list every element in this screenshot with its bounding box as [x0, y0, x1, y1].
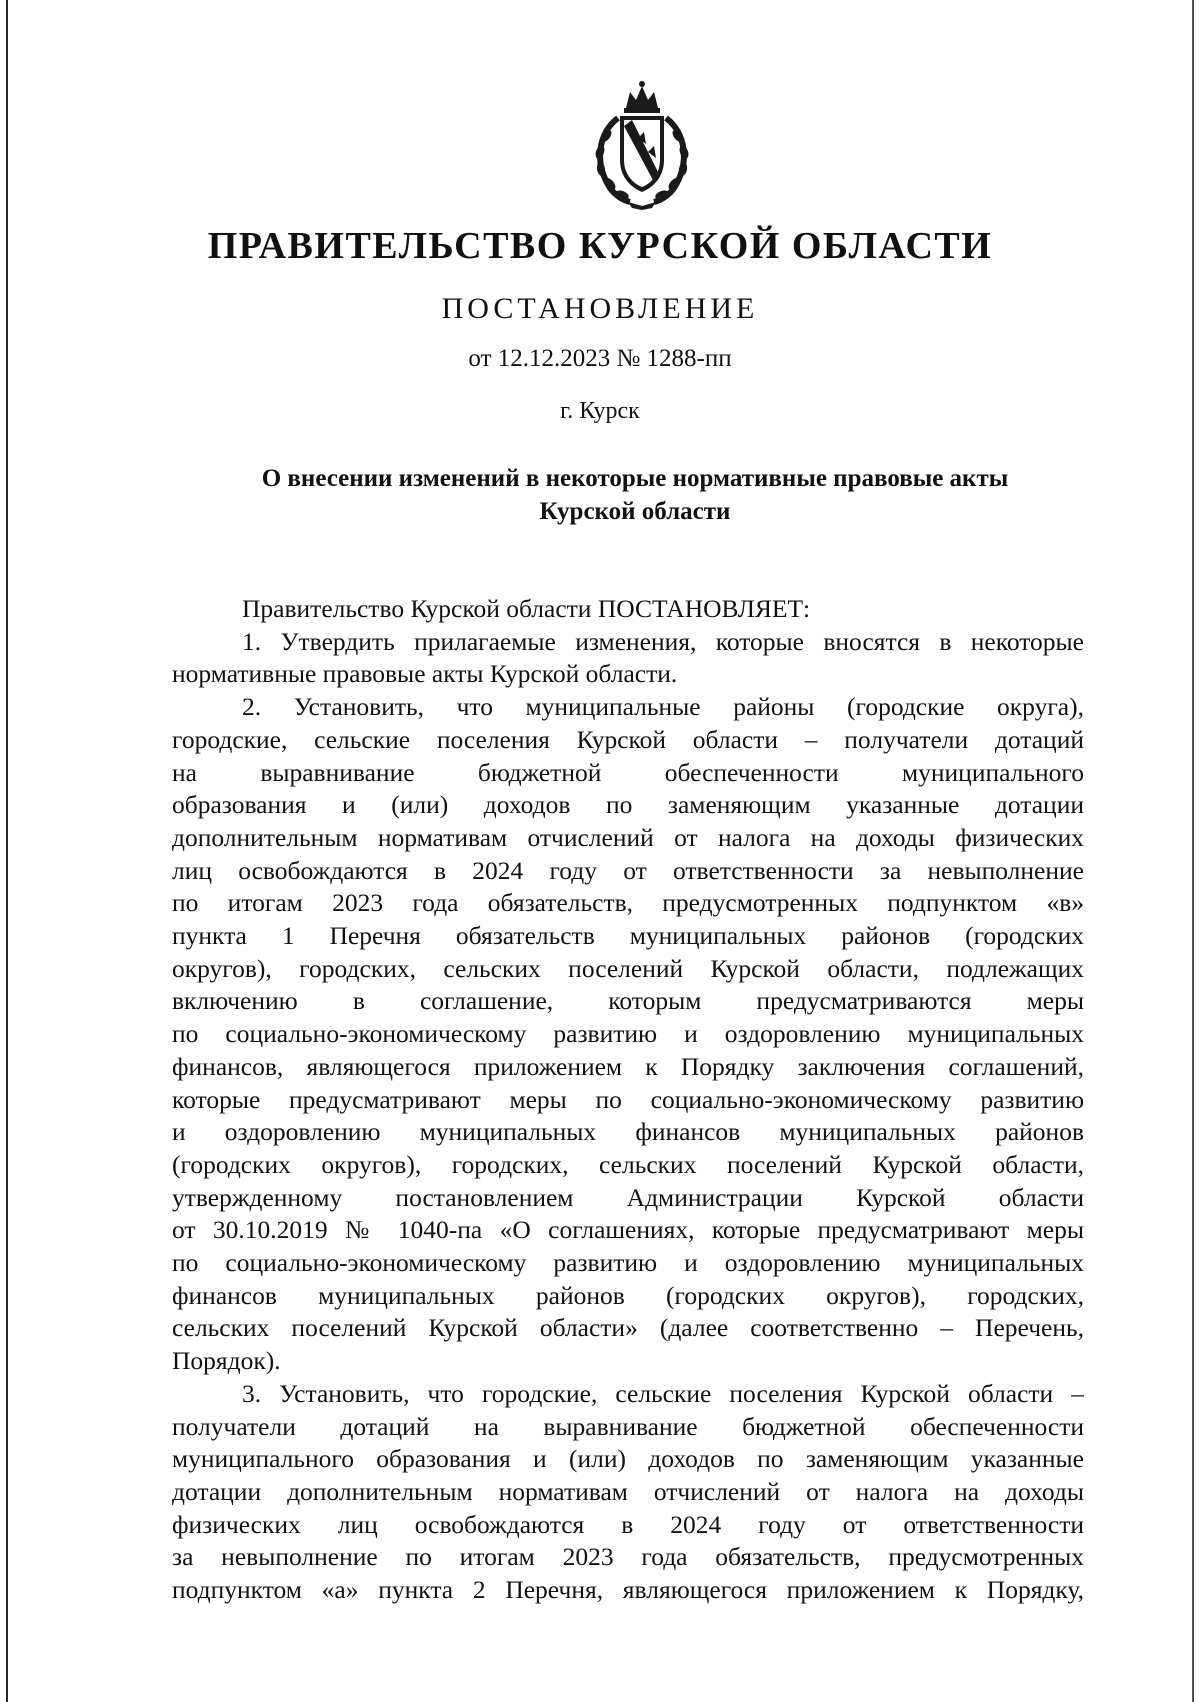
body-line: округов), городских, сельских поселений Курской области, подлежащих [172, 953, 1084, 983]
body-line: пункта 1 Перечня обязательств муниципальных районов (городских [172, 921, 1084, 951]
body-line: сельских поселений Курской области» (далее соответственно – Перечень, [172, 1313, 1084, 1343]
document-city: г. Курск [560, 398, 640, 424]
body-line: нормативные правовые акты Курской области. [172, 659, 678, 689]
body-line: по итогам 2023 года обязательств, предусмотренных подпунктом «в» [172, 888, 1084, 918]
body-line: финансов муниципальных районов (городских округов), городских, [172, 1280, 1084, 1310]
body-line: утвержденному постановлением Администрации Курской области [172, 1182, 1084, 1212]
body-line: по социально-экономическому развитию и оздоровлению муниципальных [172, 1019, 1084, 1049]
body-line: которые предусматривают меры по социально-экономическому развитию [172, 1084, 1084, 1114]
body-line: подпунктом «а» пункта 2 Перечня, являющегося приложением к Порядку, [172, 1575, 1084, 1605]
document-body [172, 593, 1084, 1607]
body-line: получатели дотаций на выравнивание бюджетной обеспеченности [172, 1411, 1084, 1441]
body-line: 3. Установить, что городские, сельские поселения Курской области – [242, 1378, 1084, 1408]
body-line: дополнительным нормативам отчислений от налога на доходы физических [172, 822, 1084, 852]
coat-of-arms-icon [588, 78, 696, 210]
body-line: муниципального образования и (или) доходов по заменяющим указанные [172, 1444, 1084, 1474]
body-line: за невыполнение по итогам 2023 года обязательств, предусмотренных [172, 1542, 1084, 1572]
body-line: включению в соглашение, которым предусматриваются меры [172, 986, 1084, 1016]
subject-line: Курской области [539, 498, 731, 525]
document-subject [170, 462, 1100, 528]
body-line: 2. Установить, что муниципальные районы (городские округа), [242, 692, 1084, 722]
body-line: образования и (или) доходов по заменяющим указанные дотации [172, 790, 1084, 820]
body-line: дотации дополнительным нормативам отчислений от налога на доходы [172, 1476, 1084, 1506]
body-line: физических лиц освобождаются в 2024 году от ответственности [172, 1509, 1084, 1539]
government-title: ПРАВИТЕЛЬСТВО КУРСКОЙ ОБЛАСТИ [207, 225, 993, 267]
document-type: ПОСТАНОВЛЕНИЕ [441, 292, 759, 325]
body-line: (городских округов), городских, сельских поселений Курской области, [172, 1149, 1084, 1179]
body-line: городские, сельские поселения Курской области – получатели дотаций [172, 724, 1084, 754]
body-line: на выравнивание бюджетной обеспеченности муниципального [172, 757, 1084, 787]
document-number: от 12.12.2023 № 1288-пп [468, 345, 732, 372]
body-line: от 30.10.2019 № 1040-па «О соглашениях, которые предусматривают меры [172, 1215, 1084, 1245]
body-line: 1. Утвердить прилагаемые изменения, которые вносятся в некоторые [242, 626, 1084, 656]
body-line: и оздоровлению муниципальных финансов муниципальных районов [172, 1117, 1084, 1147]
body-line: Порядок). [172, 1346, 281, 1376]
body-line: по социально-экономическому развитию и оздоровлению муниципальных [172, 1248, 1084, 1278]
body-line: финансов, являющегося приложением к Порядку заключения соглашений, [172, 1051, 1084, 1081]
body-line: лиц освобождаются в 2024 году от ответственности за невыполнение [172, 855, 1084, 885]
body-line: Правительство Курской области ПОСТАНОВЛЯЕТ: [242, 594, 811, 623]
subject-line: О внесении изменений в некоторые нормативные правовые акты [261, 465, 1009, 492]
